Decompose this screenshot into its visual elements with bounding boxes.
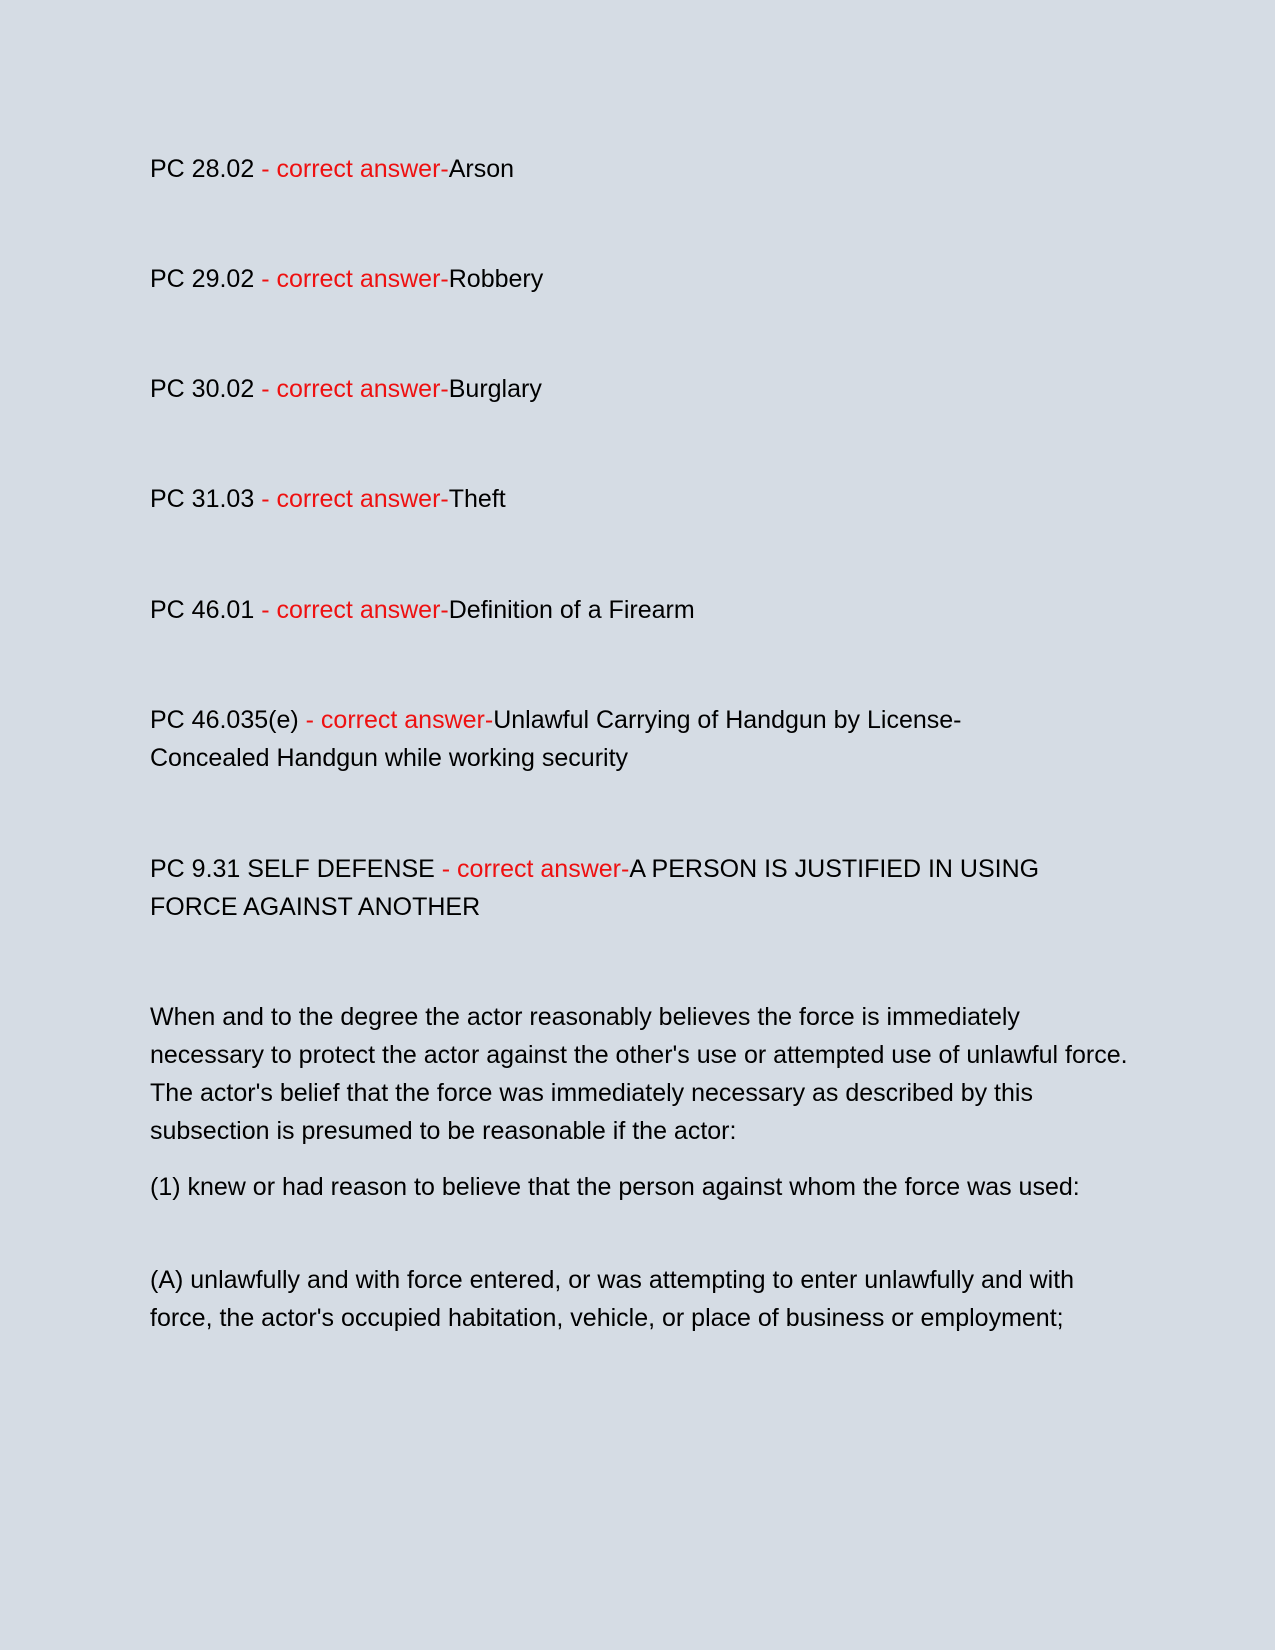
paragraph: (1) knew or had reason to believe that the person against whom the force was used: xyxy=(150,1173,1080,1201)
flashcard xyxy=(150,850,1130,926)
term: PC 30.02 xyxy=(150,375,255,403)
term: PC 29.02 xyxy=(150,265,255,293)
separator: - correct answer- xyxy=(434,855,630,883)
flashcard xyxy=(150,591,1130,629)
separator: - correct answer- xyxy=(254,375,449,403)
answer: Theft xyxy=(448,485,506,513)
flashcard xyxy=(150,480,1130,518)
separator: - correct answer- xyxy=(254,596,449,624)
separator: - correct answer- xyxy=(298,706,494,734)
separator: - correct answer- xyxy=(254,155,449,183)
flashcard xyxy=(150,370,1130,408)
answer: A PERSON IS JUSTIFIED IN USING FORCE AGAINST ANOTHER xyxy=(150,855,1040,921)
term: PC 46.035(e) xyxy=(150,706,299,734)
paragraph: When and to the degree the actor reasonably believes the force is immediately necessary to protect the actor against the other's use or attempted use of unlawful force. The actor's belief that the force was immediately necessary as described by this subsection is presumed to be reasonable if the actor: xyxy=(150,1003,1128,1145)
paragraph: (A) unlawfully and with force entered, or was attempting to enter unlawfully and with force, the actor's occupied habitation, vehicle, or place of business or employment; xyxy=(150,1266,1075,1332)
term: PC 31.03 xyxy=(150,485,255,513)
flashcard xyxy=(150,701,1010,777)
flashcard xyxy=(150,260,1130,298)
answer: Definition of a Firearm xyxy=(448,596,695,624)
answer: Unlawful Carrying of Handgun by License-Concealed Handgun while working security xyxy=(150,706,962,772)
term: PC 9.31 SELF DEFENSE xyxy=(150,855,435,883)
term: PC 28.02 xyxy=(150,155,255,183)
answer: Arson xyxy=(448,155,515,183)
separator: - correct answer- xyxy=(254,265,449,293)
separator: - correct answer- xyxy=(254,485,449,513)
answer: Robbery xyxy=(448,265,544,293)
flashcard xyxy=(150,150,1130,188)
term: PC 46.01 xyxy=(150,596,255,624)
answer: Burglary xyxy=(448,375,542,403)
